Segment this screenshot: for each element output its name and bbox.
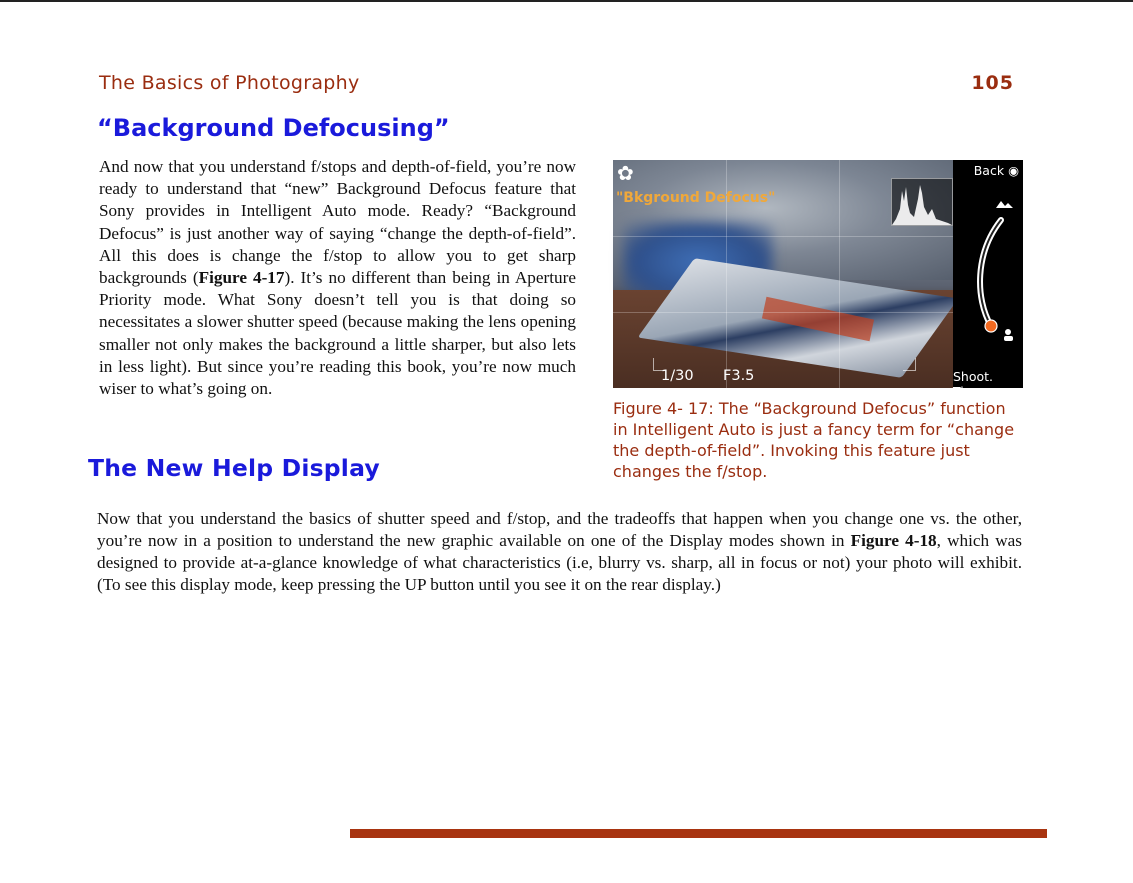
slider-knob[interactable] bbox=[985, 320, 997, 332]
figure-caption bbox=[613, 398, 1018, 482]
top-border bbox=[0, 0, 1133, 2]
grid-line bbox=[613, 236, 953, 237]
camera-screen-figure bbox=[613, 160, 1023, 399]
section-heading-help-display: The New Help Display bbox=[88, 454, 380, 482]
running-head-title: The Basics of Photography bbox=[99, 72, 360, 94]
background-defocus-label: "Bkground Defocus" bbox=[616, 190, 776, 206]
para1-text-1: And now that you understand f/stops and depth-of-field, you’re now ready to understand that “new” Background Defocus feature that Sony provides in Intelligent Auto mode. Ready? “Background Defocus” is just another way of saying “change the depth-of-field”. All this does is change the f/stop to allow you to get sharp backgrounds ( bbox=[99, 157, 576, 288]
caption-text: The “Background Defocus” function in Intelligent Auto is just a fancy term for “change the depth-of-field”. Invoking this feature just changes the f/stop. bbox=[613, 399, 1015, 481]
figure-reference: Figure 4-17 bbox=[198, 268, 285, 288]
person-blur-icon bbox=[1004, 329, 1013, 341]
shutter-speed-readout: 1/30 bbox=[661, 368, 694, 384]
page-number: 105 bbox=[971, 72, 1014, 94]
section1-paragraph bbox=[99, 156, 576, 400]
shooting-tips-button[interactable]: Shoot. Tips ◉ bbox=[953, 369, 994, 399]
para2-text-2: , which was designed to provide at-a-glance knowledge of what characteristics (i.e, blurry vs. sharp, all in focus or not) your photo will exhibit. (To see this display mode, keep pressing the UP button until you see it on the rear display.) bbox=[97, 531, 1022, 594]
figure-reference: Figure 4-18 bbox=[850, 531, 937, 550]
histogram-graph bbox=[892, 179, 952, 225]
running-head bbox=[99, 72, 1014, 96]
grid-line bbox=[839, 160, 840, 388]
back-button[interactable]: Back ◉ bbox=[973, 163, 1019, 178]
histogram bbox=[891, 178, 953, 226]
mountain-sharp-icon bbox=[996, 201, 1013, 208]
footer-rule bbox=[350, 829, 1047, 838]
para1-text-2: ). It’s no different than being in Aperture Priority mode. What Sony doesn’t tell you is that doing so necessitates a slower shutter speed (because making the lens opening smaller not only makes the background a little sharper, but also lets in less light). But since you’re reading this book, you’re now much wiser to what’s going on. bbox=[99, 268, 576, 399]
back-dial-icon: ◉ bbox=[1008, 163, 1019, 178]
tips-dial-icon: ◉ bbox=[982, 384, 994, 399]
para2-text-1: Now that you understand the basics of shutter speed and f/stop, and the tradeoffs that happen when you change one vs. the other, you’re now in a position to understand the new graphic available on one of the Display modes shown in bbox=[97, 509, 1022, 550]
defocus-slider[interactable] bbox=[963, 198, 1021, 348]
focus-corner bbox=[903, 358, 916, 371]
aperture-readout: F3.5 bbox=[723, 368, 755, 384]
grid-line bbox=[613, 312, 953, 313]
macro-flower-icon: ✿ bbox=[617, 161, 634, 185]
section2-paragraph bbox=[97, 508, 1022, 596]
figure-label: Figure 4- 17: bbox=[613, 399, 714, 418]
photo-scene bbox=[613, 160, 953, 388]
section-heading-background-defocusing: “Background Defocusing” bbox=[97, 114, 450, 142]
